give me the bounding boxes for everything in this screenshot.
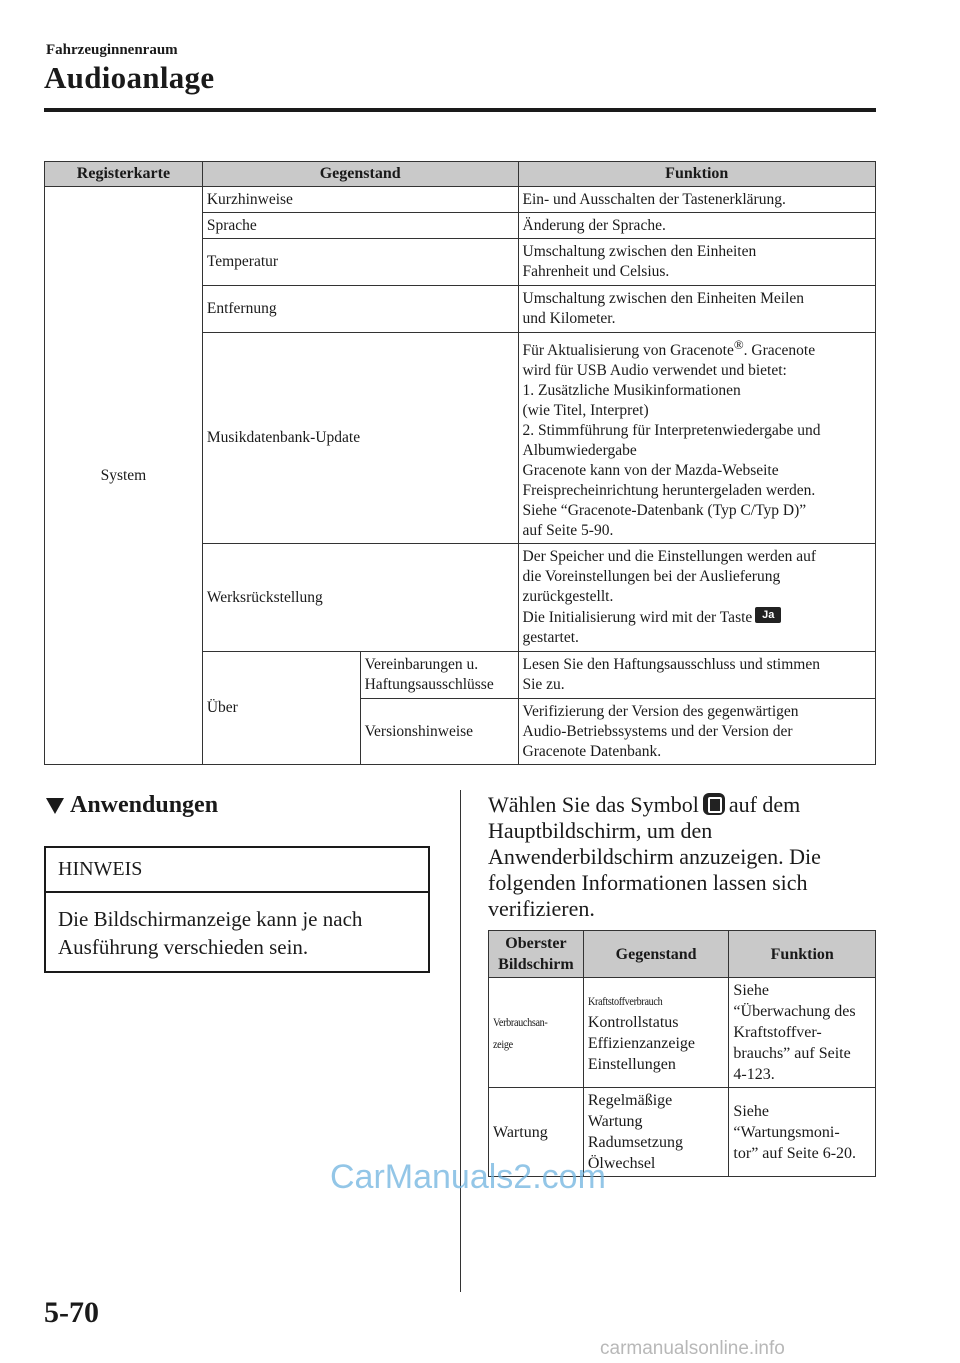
header-top-screen bbox=[489, 931, 584, 978]
function-line: 1. Zusätzliche Musikinformationen bbox=[522, 382, 741, 400]
function-line: Sie zu. bbox=[522, 676, 565, 694]
triangle-down-icon bbox=[46, 798, 64, 814]
item-cell bbox=[583, 978, 729, 1088]
function-text: Für Aktualisierung von Gracenote bbox=[522, 342, 734, 360]
function-line: gestartet. bbox=[522, 629, 579, 647]
watermark: CarManuals2.com bbox=[330, 1158, 606, 1196]
table-header-row bbox=[489, 931, 876, 978]
note-box bbox=[44, 846, 430, 973]
note-line: Die Bildschirmanzeige kann je nach bbox=[58, 907, 363, 931]
table-row bbox=[45, 187, 876, 213]
note-body bbox=[46, 893, 428, 971]
function-line: Siehe “Gracenote-Datenbank (Typ C/Typ D)” bbox=[522, 502, 807, 520]
paragraph-text: Wählen Sie das Symbol bbox=[488, 792, 699, 817]
function-cell bbox=[729, 978, 876, 1088]
paragraph-line: Hauptbildschirm, um den bbox=[488, 818, 713, 843]
header-line: Oberster bbox=[505, 935, 567, 952]
function-line: Siehe bbox=[733, 982, 769, 999]
function-line: Gracenote kann von der Mazda-Webseite bbox=[522, 462, 779, 480]
item-cell: Kurzhinweise bbox=[202, 187, 518, 213]
function-line: Kraftstoffver- bbox=[733, 1024, 822, 1041]
sub-item-cell: Versionshinweise bbox=[360, 699, 518, 765]
sub-item-cell bbox=[360, 652, 518, 699]
header-function: Funktion bbox=[729, 931, 876, 978]
function-cell bbox=[518, 333, 876, 544]
function-cell bbox=[518, 652, 876, 699]
table-header-row bbox=[45, 162, 876, 187]
function-cell bbox=[518, 544, 876, 652]
tab-cell-system: System bbox=[45, 187, 203, 765]
ja-button-icon: Ja bbox=[755, 607, 781, 623]
section-heading bbox=[46, 792, 218, 819]
function-line: Fahrenheit und Celsius. bbox=[522, 263, 670, 280]
sub-item-line: Vereinbarungen u. bbox=[364, 656, 479, 674]
footer-watermark: carmanualsonline.info bbox=[600, 1338, 785, 1359]
function-cell: Ein- und Ausschalten der Tastenerklärung. bbox=[518, 187, 876, 213]
function-line: zurückgestellt. bbox=[522, 588, 614, 606]
function-cell bbox=[729, 1088, 876, 1177]
item-line: Regelmäßige bbox=[587, 1092, 673, 1109]
screen-line: Verbrauchsan- bbox=[493, 1014, 548, 1029]
item-cell: Temperatur bbox=[202, 239, 518, 286]
function-line: Freisprecheinrichtung heruntergeladen werden. bbox=[522, 482, 816, 500]
function-line bbox=[523, 607, 872, 628]
function-line: Der Speicher und die Einstellungen werden auf bbox=[522, 548, 817, 566]
function-line: tor” auf Seite 6-20. bbox=[733, 1144, 857, 1162]
settings-table bbox=[44, 161, 876, 765]
function-line: 4-123. bbox=[733, 1066, 775, 1083]
screen-cell bbox=[489, 978, 584, 1088]
function-cell bbox=[518, 239, 876, 286]
function-line: Verifizierung der Version des gegenwärtigen bbox=[522, 702, 799, 720]
function-line: Lesen Sie den Haftungsausschluss und stimmen bbox=[522, 656, 820, 674]
registered-mark: ® bbox=[733, 337, 744, 352]
function-line: (wie Titel, Interpret) bbox=[522, 402, 649, 420]
item-cell: Werksrückstellung bbox=[202, 544, 518, 652]
note-title: HINWEIS bbox=[46, 848, 428, 893]
function-line: Umschaltung zwischen den Einheiten Meilen bbox=[522, 290, 805, 307]
item-cell: Sprache bbox=[202, 213, 518, 239]
column-divider bbox=[460, 790, 461, 1292]
page-number: 5-70 bbox=[44, 1296, 99, 1329]
header-function: Funktion bbox=[518, 162, 876, 187]
screen-line: zeige bbox=[493, 1036, 513, 1051]
applications-table bbox=[488, 930, 876, 1177]
header-item: Gegenstand bbox=[583, 931, 729, 978]
function-line: Albumwiedergabe bbox=[522, 442, 637, 460]
item-line: Effizienzanzeige bbox=[587, 1035, 696, 1052]
header-line: Bildschirm bbox=[498, 956, 574, 973]
sub-item-line: Haftungsausschlüsse bbox=[364, 676, 494, 694]
note-line: Ausführung verschieden sein. bbox=[58, 935, 309, 959]
table-row bbox=[489, 978, 876, 1088]
function-line: und Kilometer. bbox=[522, 310, 616, 327]
item-line: Wartung bbox=[587, 1113, 643, 1130]
function-line: Umschaltung zwischen den Einheiten bbox=[522, 243, 757, 260]
instruction-paragraph bbox=[488, 792, 878, 922]
function-line: Siehe bbox=[733, 1102, 769, 1120]
function-line: “Überwachung des bbox=[733, 1003, 856, 1020]
page-title: Audioanlage bbox=[44, 60, 215, 95]
header-register: Registerkarte bbox=[45, 162, 203, 187]
header-item: Gegenstand bbox=[202, 162, 518, 187]
screen-cell: Wartung bbox=[489, 1088, 584, 1177]
item-line: Kraftstoffverbrauch bbox=[587, 994, 663, 1008]
function-line: die Voreinstellungen bei der Auslieferung bbox=[522, 568, 781, 586]
paragraph-line bbox=[488, 792, 878, 818]
paragraph-line: folgenden Informationen lassen sich bbox=[488, 870, 808, 895]
section-heading-text: Anwendungen bbox=[70, 792, 219, 818]
function-line: Audio-Betriebssystems und der Version der bbox=[522, 722, 793, 740]
item-line: Radumsetzung bbox=[587, 1134, 683, 1151]
applications-icon bbox=[703, 793, 725, 815]
header-rule bbox=[44, 108, 876, 112]
function-line: 2. Stimmführung für Interpretenwiedergabe und bbox=[522, 422, 821, 440]
section-label: Fahrzeuginnenraum bbox=[46, 42, 178, 58]
paragraph-line: Anwenderbildschirm anzuzeigen. Die bbox=[488, 844, 821, 869]
function-cell bbox=[518, 286, 876, 333]
function-line: Gracenote Datenbank. bbox=[522, 742, 662, 760]
item-line: Ölwechsel bbox=[587, 1155, 656, 1172]
function-line: wird für USB Audio verwendet und bietet: bbox=[522, 362, 787, 380]
function-line: auf Seite 5-90. bbox=[522, 522, 614, 540]
item-line: Einstellungen bbox=[587, 1056, 676, 1073]
paragraph-text: auf dem bbox=[728, 792, 801, 817]
function-line bbox=[523, 335, 872, 361]
item-line: Kontrollstatus bbox=[587, 1014, 679, 1031]
paragraph-line: verifizieren. bbox=[488, 896, 595, 921]
item-cell: Über bbox=[202, 652, 360, 765]
function-text: . Gracenote bbox=[743, 342, 816, 360]
function-line: brauchs” auf Seite bbox=[733, 1045, 851, 1062]
item-cell: Entfernung bbox=[202, 286, 518, 333]
function-cell: Änderung der Sprache. bbox=[518, 213, 876, 239]
function-cell bbox=[518, 699, 876, 765]
function-text: Die Initialisierung wird mit der Taste bbox=[522, 609, 753, 627]
item-cell: Musikdatenbank-Update bbox=[202, 333, 518, 544]
function-line: “Wartungsmoni- bbox=[733, 1123, 840, 1141]
